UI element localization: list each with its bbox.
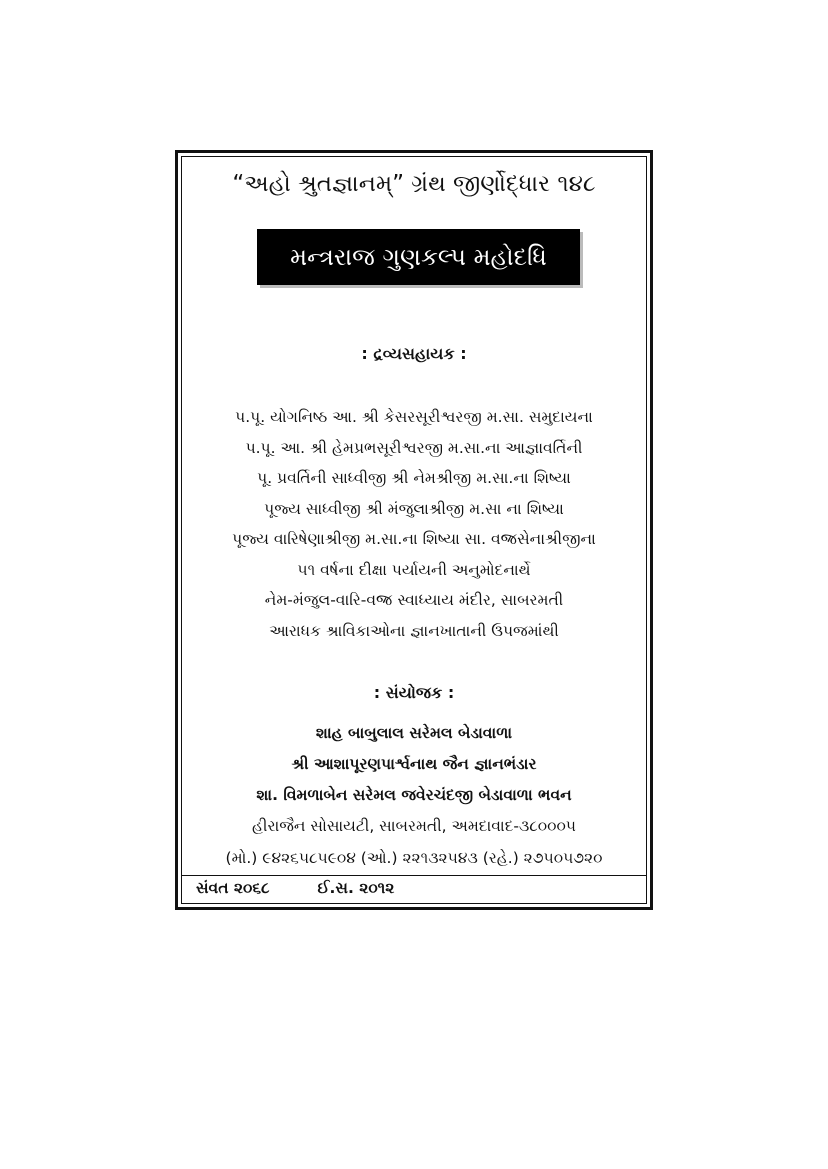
sponsor-line: પ.પૂ. આ. શ્રી હેમપ્રભસૂરીશ્વરજી મ.સા.ના આજ્ઞાવર્તિની — [245, 439, 583, 457]
footer-dates — [196, 879, 442, 898]
organizer-phones: (મો.) ૯૪૨૬૫૮૫૯૦૪ (ઓ.) ૨૨૧૩૨૫૪૩ (રહે.) ૨૭૫૦૫૭૨૦ — [225, 849, 603, 867]
sponsor-line: પૂ. પ્રવર્તિની સાધ્વીજી શ્રી નેમશ્રીજી મ.સા.ના શિષ્યા — [257, 469, 571, 487]
organizer-heading: : સંયોજક : — [373, 683, 455, 702]
sponsor-heading: : દ્રવ્યસહાયક : — [361, 344, 467, 363]
series-title: “અહો શ્રુતજ્ઞાનમ્” ગ્રંથ જીર્ણોદ્ધાર ૧૪૮ — [232, 171, 596, 197]
footer-divider — [182, 875, 646, 876]
organizer-line: શ્રી આશાપૂરણપાર્શ્વનાથ જૈન જ્ઞાનભંડાર — [291, 755, 537, 773]
sponsor-line: ૫૧ વર્ષના દીક્ષા પર્યાયની અનુમોદનાર્થે — [297, 561, 531, 579]
sponsor-line: પૂજ્ય સાધ્વીજી શ્રી મંજુલાશ્રીજી મ.સા ના શિષ્યા — [264, 500, 564, 518]
sponsor-line: આરાધક શ્રાવિકાઓના જ્ઞાનખાતાની ઉપજમાંથી — [269, 622, 559, 640]
organizer-address: હીરાજૈન સોસાયટી, સાબરમતી, અમદાવાદ-૩૮૦૦૦૫ — [251, 817, 576, 835]
organizer-line: શાહ બાબુલાલ સરેમલ બેડાવાળા — [315, 724, 513, 742]
inner-border — [181, 156, 647, 904]
ce-year: ઈ.સ. ૨૦૧૨ — [317, 879, 395, 897]
title-page-frame — [175, 150, 653, 910]
book-title-banner: મન્ત્રરાજ ગુણકલ્પ મહોદધિ — [257, 229, 580, 285]
samvat-year: સંવત ૨૦૬૮ — [196, 879, 270, 897]
organizer-line: શા. વિમળાબેન સરેમલ જવેરચંદજી બેડાવાળા ભવન — [256, 786, 572, 804]
sponsor-line: પ.પૂ. યોગનિષ્ઠ આ. શ્રી કેસરસૂરીશ્વરજી મ.સા. સમુદાયના — [235, 408, 593, 426]
sponsor-line: પૂજ્ય વારિષેણાશ્રીજી મ.સા.ના શિષ્યા સા. વજ્રસેનાશ્રીજીના — [232, 530, 596, 548]
sponsor-line: નેમ-મંજુલ-વારિ-વજ્ર સ્વાધ્યાય મંદીર, સાબરમતી — [264, 591, 564, 609]
